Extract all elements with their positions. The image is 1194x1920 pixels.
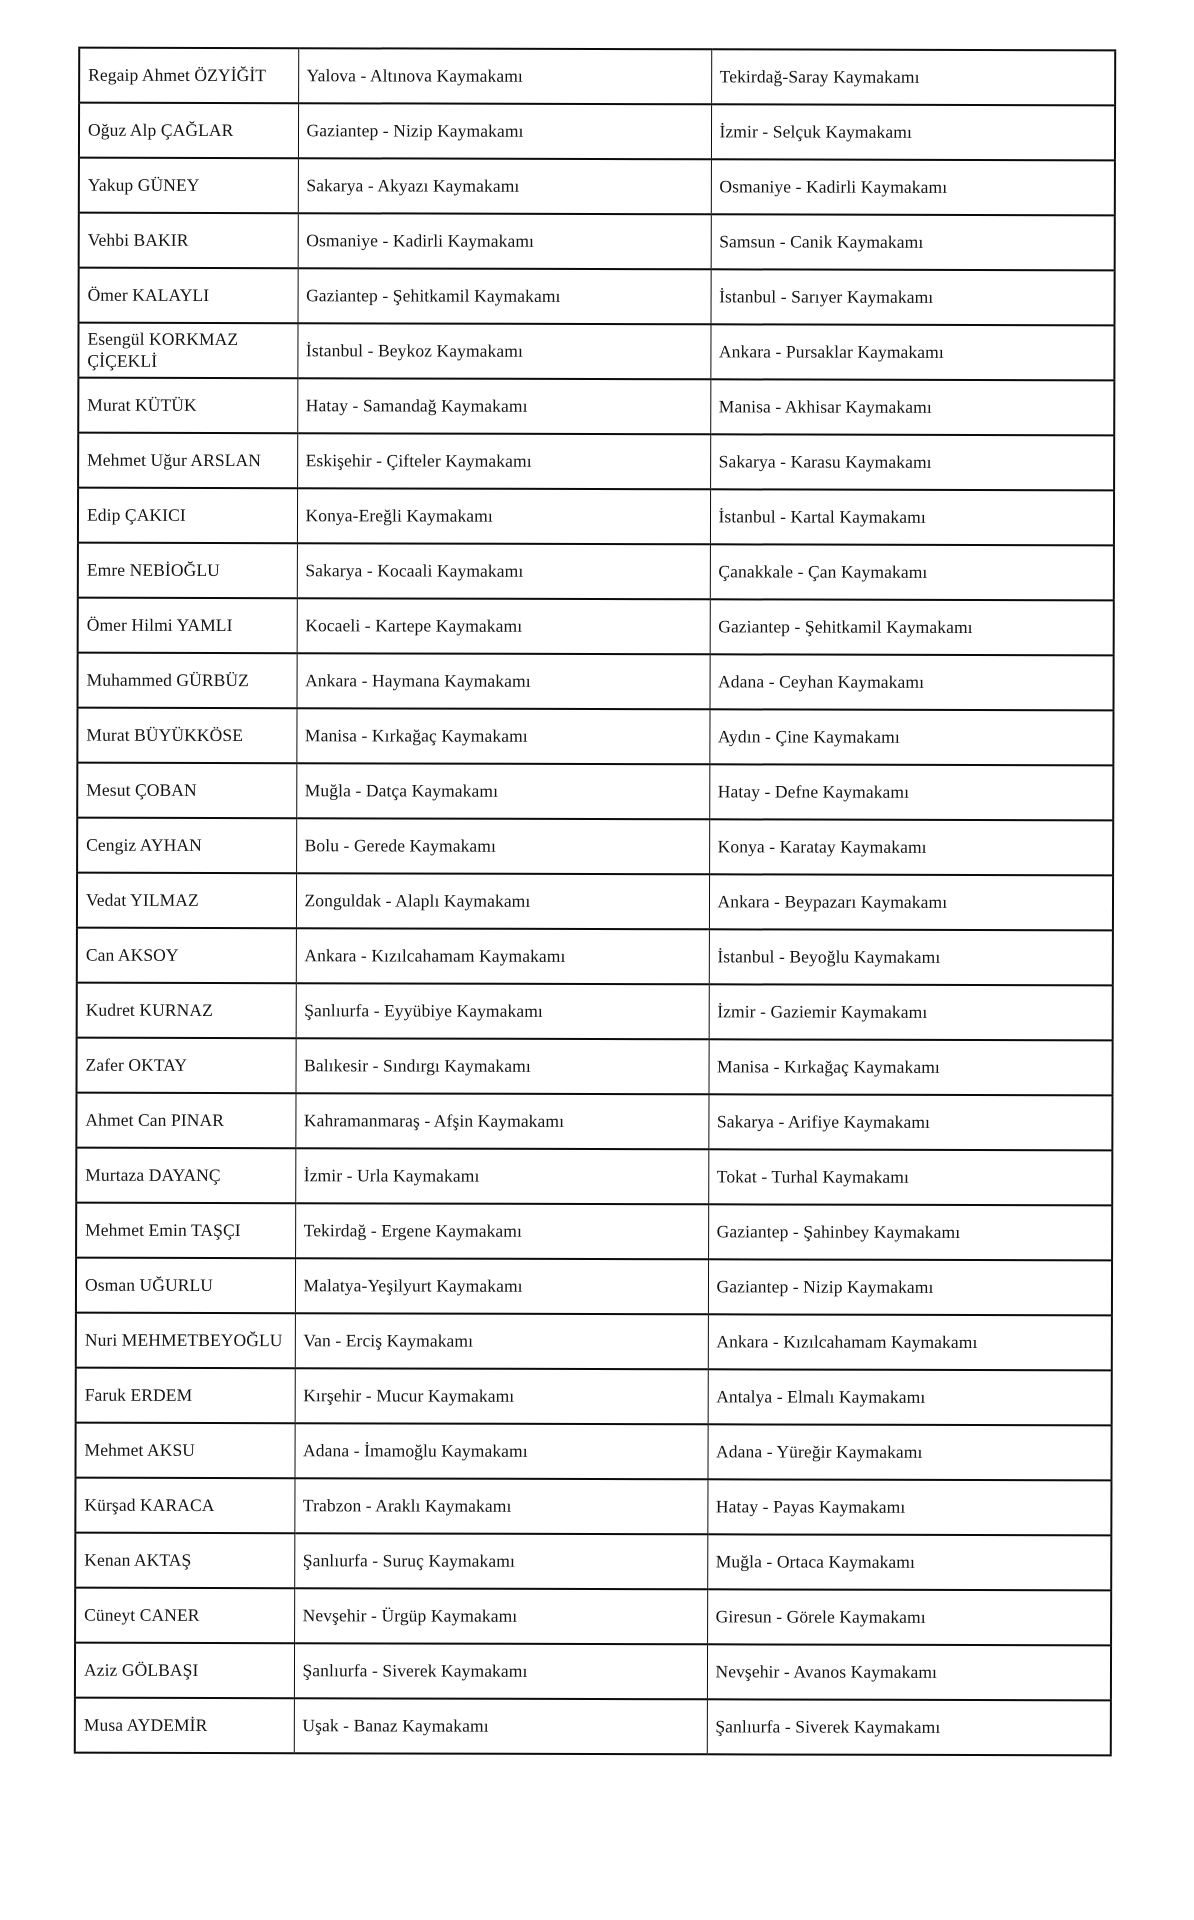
cell-current-position: Uşak - Banaz Kaymakamı (294, 1698, 707, 1754)
cell-current-position: Gaziantep - Şehitkamil Kaymakamı (298, 268, 711, 324)
cell-current-position: Zonguldak - Alaplı Kaymakamı (296, 873, 709, 929)
cell-new-position: Konya - Karatay Kaymakamı (709, 819, 1113, 875)
table-row (76, 1093, 1112, 1151)
cell-person-name: Muhammed GÜRBÜZ (78, 653, 297, 709)
table-row (79, 48, 1115, 106)
cell-new-position: Adana - Ceyhan Kaymakamı (710, 654, 1114, 710)
cell-current-position: Yalova - Altınova Kaymakamı (298, 48, 711, 104)
cell-new-position: Şanlıurfa - Siverek Kaymakamı (707, 1699, 1111, 1755)
cell-new-position: Sakarya - Karasu Kaymakamı (710, 434, 1114, 490)
cell-new-position: İstanbul - Sarıyer Kaymakamı (711, 269, 1115, 325)
cell-new-position: İzmir - Gaziemir Kaymakamı (709, 984, 1113, 1040)
cell-person-name: Vehbi BAKIR (79, 213, 298, 269)
cell-current-position: Osmaniye - Kadirli Kaymakamı (298, 213, 711, 269)
cell-person-name: Vedat YILMAZ (77, 873, 296, 929)
cell-person-name: Cüneyt CANER (75, 1588, 294, 1644)
cell-current-position: Malatya-Yeşilyurt Kaymakamı (295, 1258, 708, 1314)
table-row (75, 1423, 1111, 1481)
cell-new-position: Muğla - Ortaca Kaymakamı (707, 1534, 1111, 1590)
cell-current-position: Konya-Ereğli Kaymakamı (297, 488, 710, 544)
cell-new-position: Gaziantep - Şahinbey Kaymakamı (708, 1204, 1112, 1260)
cell-person-name: Musa AYDEMİR (75, 1698, 294, 1754)
cell-current-position: Şanlıurfa - Suruç Kaymakamı (294, 1533, 707, 1589)
cell-person-name: Esengül KORKMAZ ÇİÇEKLİ (78, 323, 297, 379)
cell-current-position: Kırşehir - Mucur Kaymakamı (295, 1368, 708, 1424)
cell-person-name: Kürşad KARACA (75, 1478, 294, 1534)
cell-current-position: Muğla - Datça Kaymakamı (296, 763, 709, 819)
cell-person-name: Mehmet Uğur ARSLAN (78, 433, 297, 489)
cell-current-position: Şanlıurfa - Siverek Kaymakamı (294, 1643, 707, 1699)
table-row (79, 158, 1115, 216)
cell-person-name: Faruk ERDEM (76, 1368, 295, 1424)
cell-current-position: Bolu - Gerede Kaymakamı (296, 818, 709, 874)
cell-person-name: Nuri MEHMETBEYOĞLU (76, 1313, 295, 1369)
table-row (76, 1313, 1112, 1371)
cell-new-position: Adana - Yüreğir Kaymakamı (707, 1424, 1111, 1480)
table-row (76, 1148, 1112, 1206)
cell-current-position: Kahramanmaraş - Afşin Kaymakamı (295, 1093, 708, 1149)
cell-current-position: Ankara - Haymana Kaymakamı (297, 653, 710, 709)
cell-person-name: Murat KÜTÜK (78, 378, 297, 434)
cell-person-name: Cengiz AYHAN (77, 818, 296, 874)
cell-person-name: Mehmet Emin TAŞÇI (76, 1203, 295, 1259)
table-row (77, 928, 1113, 986)
cell-new-position: Osmaniye - Kadirli Kaymakamı (711, 159, 1115, 215)
table-row (78, 543, 1114, 601)
cell-current-position: Tekirdağ - Ergene Kaymakamı (295, 1203, 708, 1259)
cell-new-position: Antalya - Elmalı Kaymakamı (708, 1369, 1112, 1425)
table-row (78, 653, 1114, 711)
cell-person-name: Ahmet Can PINAR (76, 1093, 295, 1149)
cell-current-position: Adana - İmamoğlu Kaymakamı (294, 1423, 707, 1479)
table-row (75, 1533, 1111, 1591)
cell-new-position: Manisa - Kırkağaç Kaymakamı (708, 1039, 1112, 1095)
cell-person-name: Murat BÜYÜKKÖSE (77, 708, 296, 764)
cell-new-position: Gaziantep - Şehitkamil Kaymakamı (710, 599, 1114, 655)
cell-new-position: Ankara - Beypazarı Kaymakamı (709, 874, 1113, 930)
table-row (75, 1643, 1111, 1701)
table-row (77, 763, 1113, 821)
table-row (76, 1258, 1112, 1316)
table-row (78, 378, 1114, 436)
table-row (77, 983, 1113, 1041)
cell-new-position: Hatay - Defne Kaymakamı (709, 764, 1113, 820)
cell-person-name: Yakup GÜNEY (79, 158, 298, 214)
cell-current-position: İstanbul - Beykoz Kaymakamı (297, 323, 710, 379)
cell-new-position: İzmir - Selçuk Kaymakamı (711, 104, 1115, 160)
cell-person-name: Murtaza DAYANÇ (76, 1148, 295, 1204)
cell-current-position: İzmir - Urla Kaymakamı (295, 1148, 708, 1204)
cell-new-position: Ankara - Kızılcahamam Kaymakamı (708, 1314, 1112, 1370)
cell-person-name: Can AKSOY (77, 928, 296, 984)
cell-current-position: Trabzon - Araklı Kaymakamı (294, 1478, 707, 1534)
cell-new-position: Manisa - Akhisar Kaymakamı (710, 379, 1114, 435)
table-row (78, 433, 1114, 491)
cell-current-position: Ankara - Kızılcahamam Kaymakamı (296, 928, 709, 984)
table-row (79, 213, 1115, 271)
table-row (75, 1698, 1111, 1756)
cell-new-position: İstanbul - Beyoğlu Kaymakamı (709, 929, 1113, 985)
table-row (77, 818, 1113, 876)
cell-new-position: Nevşehir - Avanos Kaymakamı (707, 1644, 1111, 1700)
cell-new-position: Sakarya - Arifiye Kaymakamı (708, 1094, 1112, 1150)
cell-current-position: Kocaeli - Kartepe Kaymakamı (297, 598, 710, 654)
appointment-table (74, 47, 1116, 1757)
cell-new-position: İstanbul - Kartal Kaymakamı (710, 489, 1114, 545)
cell-new-position: Aydın - Çine Kaymakamı (709, 709, 1113, 765)
cell-person-name: Regaip Ahmet ÖZYİĞİT (79, 48, 298, 104)
table-row (78, 598, 1114, 656)
table-row (78, 323, 1114, 381)
cell-current-position: Hatay - Samandağ Kaymakamı (297, 378, 710, 434)
table-row (75, 1588, 1111, 1646)
table-row (79, 103, 1115, 161)
table-row (76, 1203, 1112, 1261)
cell-current-position: Nevşehir - Ürgüp Kaymakamı (294, 1588, 707, 1644)
cell-person-name: Ömer KALAYLI (79, 268, 298, 324)
cell-current-position: Manisa - Kırkağaç Kaymakamı (296, 708, 709, 764)
cell-person-name: Mehmet AKSU (75, 1423, 294, 1479)
cell-person-name: Mesut ÇOBAN (77, 763, 296, 819)
table-row (78, 488, 1114, 546)
cell-current-position: Eskişehir - Çifteler Kaymakamı (297, 433, 710, 489)
cell-person-name: Zafer OKTAY (76, 1038, 295, 1094)
table-body (75, 48, 1115, 1756)
cell-new-position: Gaziantep - Nizip Kaymakamı (708, 1259, 1112, 1315)
table-row (76, 1038, 1112, 1096)
cell-person-name: Edip ÇAKICI (78, 488, 297, 544)
cell-new-position: Samsun - Canik Kaymakamı (711, 214, 1115, 270)
cell-person-name: Aziz GÖLBAŞI (75, 1643, 294, 1699)
cell-current-position: Gaziantep - Nizip Kaymakamı (298, 103, 711, 159)
cell-new-position: Ankara - Pursaklar Kaymakamı (710, 324, 1114, 380)
cell-new-position: Çanakkale - Çan Kaymakamı (710, 544, 1114, 600)
cell-new-position: Tekirdağ-Saray Kaymakamı (711, 49, 1115, 105)
cell-current-position: Van - Erciş Kaymakamı (295, 1313, 708, 1369)
cell-current-position: Şanlıurfa - Eyyübiye Kaymakamı (296, 983, 709, 1039)
cell-current-position: Sakarya - Kocaali Kaymakamı (297, 543, 710, 599)
cell-new-position: Giresun - Görele Kaymakamı (707, 1589, 1111, 1645)
cell-new-position: Hatay - Payas Kaymakamı (707, 1479, 1111, 1535)
table-row (79, 268, 1115, 326)
cell-person-name: Kenan AKTAŞ (75, 1533, 294, 1589)
cell-person-name: Oğuz Alp ÇAĞLAR (79, 103, 298, 159)
table-row (77, 873, 1113, 931)
table-row (77, 708, 1113, 766)
cell-current-position: Balıkesir - Sındırgı Kaymakamı (295, 1038, 708, 1094)
cell-new-position: Tokat - Turhal Kaymakamı (708, 1149, 1112, 1205)
cell-current-position: Sakarya - Akyazı Kaymakamı (298, 158, 711, 214)
cell-person-name: Ömer Hilmi YAMLI (78, 598, 297, 654)
table-row (75, 1478, 1111, 1536)
cell-person-name: Osman UĞURLU (76, 1258, 295, 1314)
table-row (76, 1368, 1112, 1426)
cell-person-name: Kudret KURNAZ (77, 983, 296, 1039)
cell-person-name: Emre NEBİOĞLU (78, 543, 297, 599)
